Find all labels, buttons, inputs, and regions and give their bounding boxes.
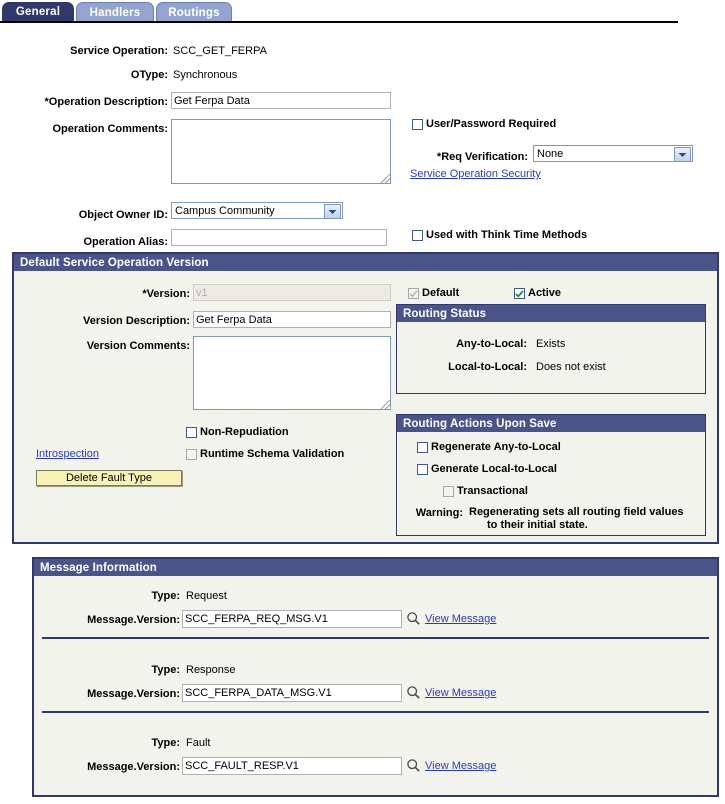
warning-line2: to their initial state. [487, 519, 588, 531]
version-label: *Version: [142, 288, 190, 300]
operation-comments-label: Operation Comments: [52, 123, 168, 135]
operation-alias-input[interactable] [171, 229, 387, 246]
otype-value: Synchronous [173, 69, 238, 81]
used-with-think-time-label: Used with Think Time Methods [426, 229, 588, 241]
tab-underline [0, 21, 678, 23]
non-repudiation-label: Non-Repudiation [200, 426, 289, 438]
version-description-input[interactable] [193, 311, 391, 328]
regenerate-any-to-local-label: Regenerate Any-to-Local [431, 441, 561, 453]
lookup-magnifier-icon[interactable] [406, 685, 421, 703]
used-with-think-time-box[interactable] [412, 230, 423, 241]
tab-handlers[interactable]: Handlers [76, 2, 154, 22]
operation-alias-label: Operation Alias: [83, 236, 168, 248]
message-version-input[interactable] [182, 757, 402, 775]
local-to-local-value: Does not exist [536, 361, 606, 373]
generate-local-to-local-label: Generate Local-to-Local [431, 463, 557, 475]
operation-description-label: *Operation Description: [44, 96, 168, 108]
version-description-label: Version Description: [83, 315, 190, 327]
transactional-label: Transactional [457, 485, 528, 497]
message-type-label: Type: [151, 737, 180, 749]
any-to-local-value: Exists [536, 338, 566, 350]
object-owner-id-label: Object Owner ID: [78, 209, 168, 221]
service-operation-label: Service Operation: [70, 45, 168, 57]
message-type-label: Type: [151, 590, 180, 602]
operation-comments-textarea[interactable] [171, 119, 391, 184]
req-verification-label: *Req Verification: [436, 151, 528, 163]
version-comments-textarea[interactable] [193, 336, 391, 410]
version-comments-label: Version Comments: [86, 340, 190, 352]
runtime-schema-validation-label: Runtime Schema Validation [200, 448, 345, 460]
default-service-operation-version-group [12, 252, 719, 544]
active-checkbox-box[interactable] [514, 288, 525, 299]
message-version-label: Message.Version: [87, 614, 180, 626]
message-version-label: Message.Version: [87, 761, 180, 773]
object-owner-id-select[interactable] [171, 202, 343, 219]
any-to-local-label: Any-to-Local: [456, 338, 527, 350]
req-verification-select[interactable] [533, 145, 693, 162]
warning-label: Warning: [415, 507, 463, 519]
service-operation-value: SCC_GET_FERPA [173, 45, 267, 57]
lookup-magnifier-icon[interactable] [406, 758, 421, 776]
generate-local-to-local-box[interactable] [417, 464, 428, 475]
default-checkbox-label: Default [422, 287, 460, 299]
operation-description-input[interactable] [171, 92, 391, 109]
default-version-header: Default Service Operation Version [14, 254, 717, 271]
routing-status-header: Routing Status [397, 305, 705, 322]
local-to-local-label: Local-to-Local: [448, 361, 527, 373]
message-row-separator [42, 711, 709, 713]
active-checkbox-label: Active [528, 287, 562, 299]
message-information-group [32, 557, 719, 797]
message-row-separator [42, 637, 709, 639]
message-version-label: Message.Version: [87, 688, 180, 700]
message-version-input[interactable] [182, 610, 402, 628]
warning-line1: Regenerating sets all routing field values [469, 506, 684, 518]
routing-actions-group [396, 414, 706, 536]
default-checkbox-box [408, 288, 419, 299]
service-operation-security-link[interactable]: Service Operation Security [410, 168, 541, 180]
message-version-input[interactable] [182, 684, 402, 702]
message-type-value: Response [186, 664, 236, 676]
otype-label: OType: [130, 69, 168, 81]
routing-actions-header: Routing Actions Upon Save [397, 415, 705, 432]
message-type-value: Fault [186, 737, 211, 749]
transactional-box [443, 486, 454, 497]
view-message-link[interactable]: View Message [425, 760, 497, 772]
user-password-required-label: User/Password Required [426, 118, 557, 130]
view-message-link[interactable]: View Message [425, 613, 497, 625]
routing-status-group [396, 304, 706, 394]
view-message-link[interactable]: View Message [425, 687, 497, 699]
lookup-magnifier-icon[interactable] [406, 611, 421, 629]
chevron-down-icon[interactable] [324, 204, 341, 219]
introspection-link[interactable]: Introspection [36, 448, 99, 460]
delete-fault-type-button[interactable]: Delete Fault Type [36, 470, 182, 486]
message-information-header: Message Information [34, 559, 717, 576]
req-verification-value: None [537, 147, 564, 160]
tab-routings[interactable]: Routings [156, 2, 232, 22]
runtime-schema-validation-box [186, 449, 197, 460]
message-type-value: Request [186, 590, 227, 602]
message-type-label: Type: [151, 664, 180, 676]
version-input [193, 284, 391, 301]
non-repudiation-box[interactable] [186, 427, 197, 438]
object-owner-id-value: Campus Community [175, 204, 275, 217]
regenerate-any-to-local-box[interactable] [417, 442, 428, 453]
user-password-required-box[interactable] [412, 119, 423, 130]
tab-general[interactable]: General [2, 2, 74, 22]
chevron-down-icon[interactable] [674, 147, 691, 162]
